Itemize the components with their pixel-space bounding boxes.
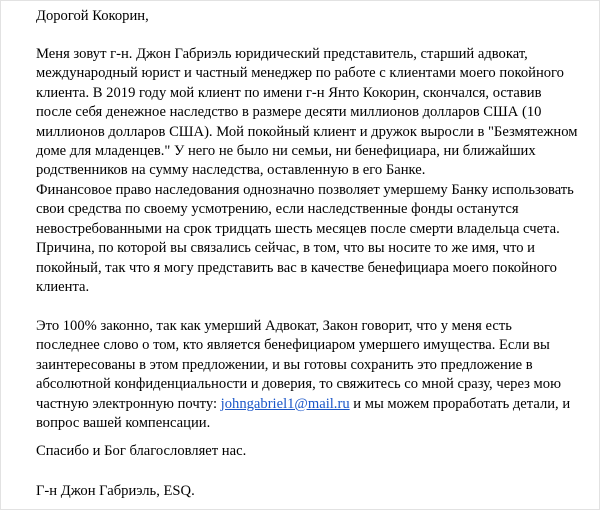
closing: [36, 442, 588, 461]
paragraph-line: клиента.: [36, 279, 90, 296]
paragraph-line: доме для младенцев." У него не было ни семьи, ни бенефициара, ни ближайших: [36, 143, 536, 160]
paragraph-line: Причина, по которой вы связались сейчас, в том, что вы носите то же имя, что и: [36, 240, 535, 257]
paragraph-line: международный юрист и частный менеджер по работе с клиентами моего покойного: [36, 65, 564, 82]
paragraph-line: последнее слово о том, кто является бенефициаром умершего имущества. Если вы: [36, 337, 550, 354]
paragraph-line: клиента. В 2019 году мой клиент по имени г-н Янто Кокорин, скончался, оставив: [36, 84, 542, 101]
paragraph-line: миллионов долларов США). Мой покойный клиент и дружок выросли в "Безмятежном: [36, 123, 578, 140]
email-line: [36, 395, 588, 414]
paragraph-3: [36, 317, 588, 433]
paragraph-line: после себя денежное наследство в размере десяти миллионов долларов США (10: [36, 104, 542, 121]
paragraph-line: свои средства по своему усмотрению, если наследственные фонды останутся: [36, 201, 519, 218]
signature-text: Г-н Джон Габриэль, ESQ.: [36, 483, 195, 499]
signature: [36, 482, 588, 501]
paragraph-2: [36, 181, 588, 297]
greeting: [36, 7, 588, 26]
paragraph-line: невостребованными на срок тридцать шесть месяцев после смерти владельца счета.: [36, 220, 560, 237]
paragraph-line: родственников на сумму наследства, оставленную в его Банке.: [36, 162, 426, 179]
paragraph-line: абсолютной конфиденциальности и доверия, то свяжитесь со мной сразу, через мою: [36, 376, 561, 393]
email-line-suffix: и мы можем проработать детали, и: [349, 395, 571, 412]
paragraph-line: Это 100% законно, так как умерший Адвокат, Закон говорит, что у меня есть: [36, 318, 512, 334]
paragraph-line: покойный, так что я могу представить вас в качестве бенефициара моего покойного: [36, 259, 557, 276]
email-line-prefix: частную электронную почту:: [36, 395, 221, 412]
closing-text: Спасибо и Бог благословляет нас.: [36, 443, 247, 459]
paragraph-1: [36, 45, 588, 181]
paragraph-line: Меня зовут г-н. Джон Габриэль юридический представитель, старший адвокат,: [36, 46, 528, 62]
paragraph-line: заинтересованы в этом предложении, и вы готовы сохранить это предложение в: [36, 356, 533, 373]
greeting-text: Дорогой Кокорин,: [36, 8, 149, 24]
email-link[interactable]: johngabriel1@mail.ru: [220, 395, 350, 412]
paragraph-line: вопрос вашей компенсации.: [36, 415, 211, 432]
paragraph-line: Финансовое право наследования однозначно позволяет умершему Банку использовать: [36, 182, 574, 198]
